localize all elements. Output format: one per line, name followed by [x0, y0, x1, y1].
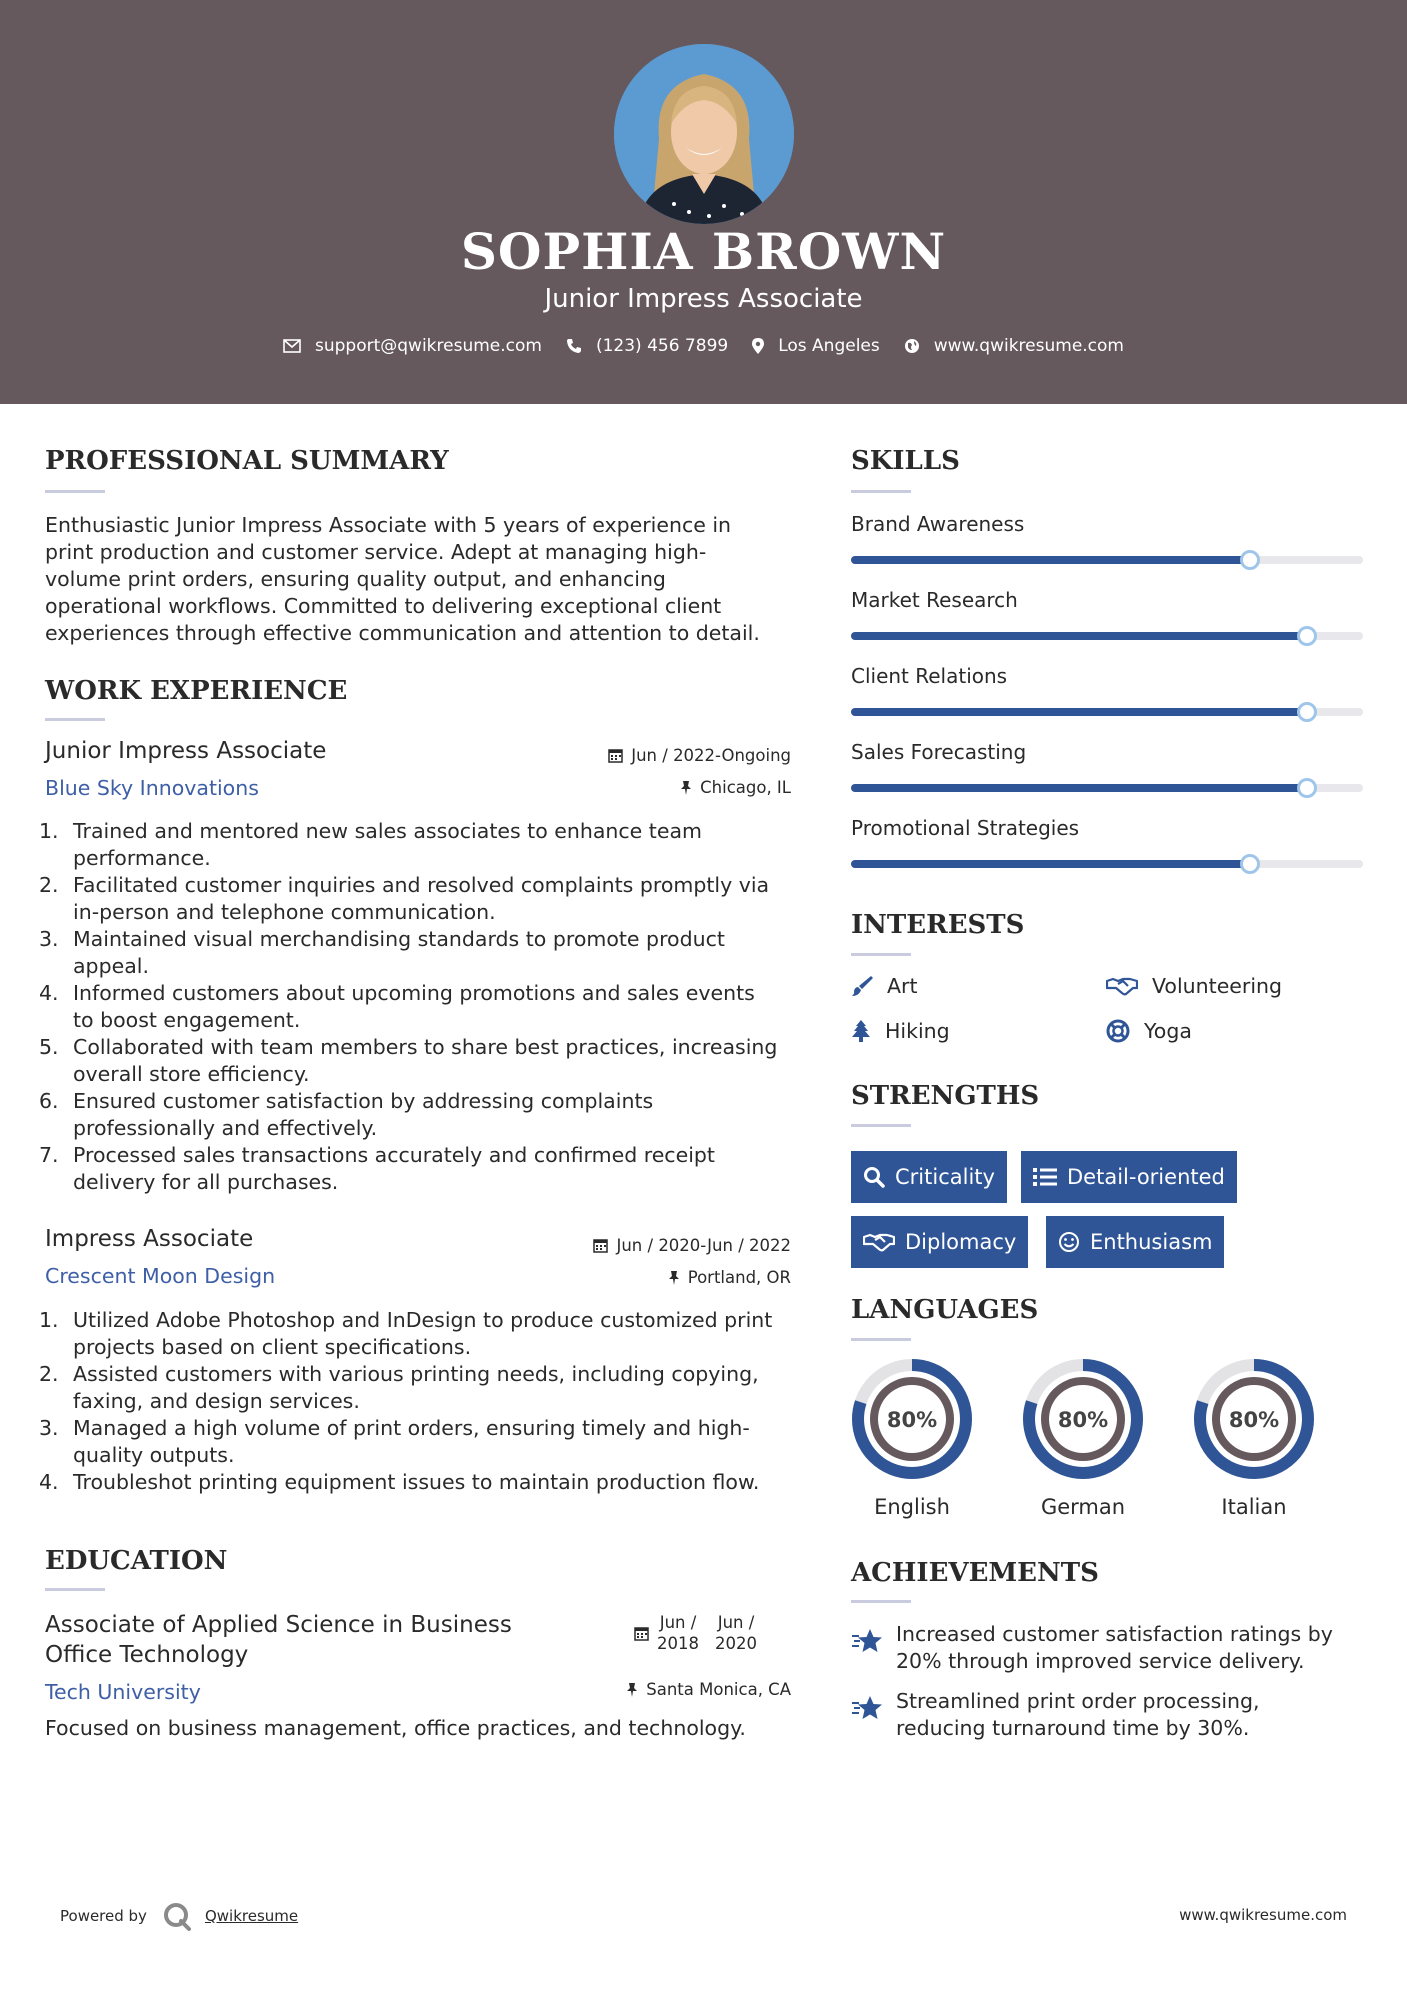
skill-bar-track	[851, 784, 1363, 792]
location-text: Los Angeles	[778, 336, 880, 356]
website-text: www.qwikresume.com	[933, 336, 1124, 356]
skill-bar-knob	[1297, 778, 1317, 798]
skill-label: Promotional Strategies	[851, 816, 1080, 840]
interest-label: Hiking	[885, 1019, 950, 1043]
summary-heading: PROFESSIONAL SUMMARY	[45, 446, 449, 476]
skill-label: Client Relations	[851, 664, 1008, 688]
list-item: 3. Managed a high volume of print orders, ensuring timely and high- quality outputs.	[39, 1416, 750, 1467]
star-icon-svg	[851, 1695, 883, 1721]
strength-detail-oriented	[1021, 1151, 1237, 1203]
phone-icon	[566, 338, 582, 354]
list-item: 4. Informed customers about upcoming promotions and sales events to boost engagement.	[39, 981, 755, 1032]
qwikresume-logo-icon	[161, 1900, 193, 1932]
education-date: Jun / 2018 Jun / 2020	[634, 1612, 757, 1654]
strength-label: Detail-oriented	[1067, 1165, 1225, 1189]
education-description: Focused on business management, office practices, and technology.	[45, 1716, 746, 1740]
job-location	[668, 1268, 791, 1287]
strength-enthusiasm	[1046, 1216, 1224, 1268]
list-item: 2. Facilitated customer inquiries and resolved complaints promptly via in-person and telephone communication.	[39, 873, 770, 924]
strength-label: Diplomacy	[905, 1230, 1017, 1254]
summary-line: operational workflows. Committed to delivering exceptional client	[45, 594, 722, 618]
language-label: Italian	[1221, 1495, 1287, 1519]
job-location	[680, 778, 791, 797]
contact-email[interactable]	[283, 336, 542, 356]
job-date	[593, 1236, 791, 1255]
skill-bar-knob	[1240, 550, 1260, 570]
achievements-heading: ACHIEVEMENTS	[851, 1558, 1099, 1588]
achievement-item: Increased customer satisfaction ratings by 20% through improved service delivery.	[896, 1622, 1333, 1673]
candidate-name: SOPHIA BROWN	[460, 222, 947, 281]
list-item: 7. Processed sales transactions accurately and confirmed receipt delivery for all purchases.	[39, 1143, 715, 1194]
heading-underline	[45, 1588, 105, 1591]
email-text: support@qwikresume.com	[315, 336, 542, 356]
skill-bar-fill	[851, 708, 1307, 716]
degree-title	[45, 1610, 512, 1670]
profile-photo	[614, 44, 794, 224]
job-date-text: Jun / 2020-Jun / 2022	[616, 1236, 791, 1255]
heading-underline	[851, 490, 911, 493]
pushpin-icon	[680, 780, 692, 795]
map-pin-icon	[752, 338, 764, 354]
list-item: 1. Utilized Adobe Photoshop and InDesign to produce customized print projects based on client specifications.	[39, 1308, 773, 1359]
contact-row	[0, 336, 1407, 356]
education-location	[626, 1680, 791, 1699]
heading-underline	[851, 953, 911, 956]
heading-underline	[851, 1600, 911, 1603]
envelope-icon	[283, 339, 301, 353]
contact-website[interactable]	[904, 336, 1124, 356]
search-icon	[863, 1166, 885, 1188]
resume-header	[0, 0, 1407, 404]
calendar-icon	[608, 748, 623, 763]
skill-bar-fill	[851, 860, 1250, 868]
language-percent: 80%	[886, 1408, 938, 1432]
powered-by-text: Powered by	[60, 1907, 147, 1925]
skill-label: Brand Awareness	[851, 512, 1025, 536]
summary-text	[45, 512, 805, 647]
list-item: 4. Troubleshot printing equipment issues to maintain production flow.	[39, 1470, 760, 1494]
handshake-icon	[863, 1232, 895, 1252]
skills-heading: SKILLS	[851, 446, 960, 476]
skill-label: Sales Forecasting	[851, 740, 1027, 764]
list-item: 3. Maintained visual merchandising standards to promote product appeal.	[39, 927, 725, 978]
school-name[interactable]: Tech University	[45, 1680, 201, 1704]
language-donut	[850, 1357, 974, 1485]
skill-bar-track	[851, 708, 1363, 716]
language-donut	[1192, 1357, 1316, 1485]
avatar-illustration	[614, 44, 794, 224]
calendar-icon	[634, 1626, 649, 1641]
lifering-icon	[1106, 1019, 1130, 1043]
skill-label: Market Research	[851, 588, 1018, 612]
job-location-text: Portland, OR	[687, 1268, 791, 1287]
education-heading: EDUCATION	[45, 1546, 228, 1576]
star-icon	[851, 1628, 883, 1658]
pushpin-icon	[668, 1270, 680, 1285]
strength-criticality	[851, 1151, 1007, 1203]
star-icon	[851, 1695, 883, 1725]
list-item: 1. Trained and mentored new sales associates to enhance team performance.	[39, 819, 702, 870]
skill-bar-knob	[1297, 626, 1317, 646]
languages-heading: LANGUAGES	[851, 1295, 1039, 1325]
strength-label: Enthusiasm	[1090, 1230, 1213, 1254]
language-donut	[1021, 1357, 1145, 1485]
star-icon-svg	[851, 1628, 883, 1654]
list-item: 6. Ensured customer satisfaction by addressing complaints professionally and effectively.	[39, 1089, 654, 1140]
heading-underline	[851, 1338, 911, 1341]
company-name[interactable]: Blue Sky Innovations	[45, 776, 259, 800]
paintbrush-icon	[851, 975, 873, 997]
interest-label: Volunteering	[1152, 974, 1283, 998]
company-name[interactable]: Crescent Moon Design	[45, 1264, 276, 1288]
job-date	[608, 746, 791, 765]
heading-underline	[45, 490, 105, 493]
degree-line: Associate of Applied Science in Business	[45, 1612, 512, 1638]
education-location-text: Santa Monica, CA	[646, 1680, 791, 1699]
heading-underline	[851, 1124, 911, 1127]
job-duties-list	[39, 818, 805, 1196]
skill-bar-fill	[851, 556, 1250, 564]
skill-bar-track	[851, 632, 1363, 640]
summary-line: volume print orders, ensuring quality output, and enhancing	[45, 567, 666, 591]
strengths-heading: STRENGTHS	[851, 1081, 1040, 1111]
interest-hiking	[851, 1019, 950, 1043]
skill-bar-fill	[851, 784, 1307, 792]
phone-text: (123) 456 7899	[595, 336, 729, 356]
heading-underline	[45, 718, 105, 721]
summary-line: Enthusiastic Junior Impress Associate with 5 years of experience in	[45, 513, 732, 537]
language-donut-chart	[1192, 1357, 1316, 1481]
contact-phone[interactable]	[566, 336, 728, 356]
calendar-icon	[593, 1238, 608, 1253]
qwikresume-link[interactable]: Qwikresume	[204, 1907, 299, 1925]
job-title: Impress Associate	[45, 1226, 254, 1252]
list-icon	[1033, 1167, 1057, 1187]
degree-line: Office Technology	[45, 1642, 249, 1668]
achievement-item: Streamlined print order processing, reducing turnaround time by 30%.	[896, 1689, 1260, 1740]
skill-bar-track	[851, 860, 1363, 868]
summary-line: experiences through effective communication and attention to detail.	[45, 621, 760, 645]
job-title: Junior Impress Associate	[45, 738, 327, 764]
tree-icon	[851, 1020, 871, 1042]
candidate-title: Junior Impress Associate	[544, 284, 863, 314]
interests-heading: INTERESTS	[851, 910, 1025, 940]
language-percent: 80%	[1057, 1408, 1109, 1432]
strength-label: Criticality	[895, 1165, 995, 1189]
handshake-icon	[1106, 976, 1138, 996]
list-item: 5. Collaborated with team members to share best practices, increasing overall store efficiency.	[39, 1035, 778, 1086]
language-donut-chart	[1021, 1357, 1145, 1481]
interest-label: Art	[887, 974, 918, 998]
job-location-text: Chicago, IL	[700, 778, 791, 797]
skill-bar-knob	[1240, 854, 1260, 874]
skill-bar-track	[851, 556, 1363, 564]
smile-icon	[1058, 1231, 1080, 1253]
interest-yoga	[1106, 1019, 1192, 1043]
skill-bar-fill	[851, 632, 1307, 640]
language-label: German	[1040, 1495, 1126, 1519]
language-donut-chart	[850, 1357, 974, 1481]
experience-heading: WORK EXPERIENCE	[45, 676, 348, 706]
footer-powered-by	[60, 1900, 298, 1932]
language-label: English	[874, 1495, 950, 1519]
globe-icon	[904, 338, 920, 354]
footer-website[interactable]: www.qwikresume.com	[1179, 1906, 1347, 1924]
job-duties-list	[39, 1307, 805, 1496]
interest-label: Yoga	[1144, 1019, 1192, 1043]
language-percent: 80%	[1228, 1408, 1280, 1432]
skill-bar-knob	[1297, 702, 1317, 722]
strength-diplomacy	[851, 1216, 1028, 1268]
contact-location	[752, 336, 880, 356]
job-date-text: Jun / 2022-Ongoing	[631, 746, 791, 765]
pushpin-icon	[626, 1682, 638, 1697]
list-item: 2. Assisted customers with various printing needs, including copying, faxing, and design services.	[39, 1362, 759, 1413]
interest-volunteering	[1106, 974, 1282, 998]
interest-art	[851, 974, 918, 998]
summary-line: print production and customer service. Adept at managing high-	[45, 540, 707, 564]
